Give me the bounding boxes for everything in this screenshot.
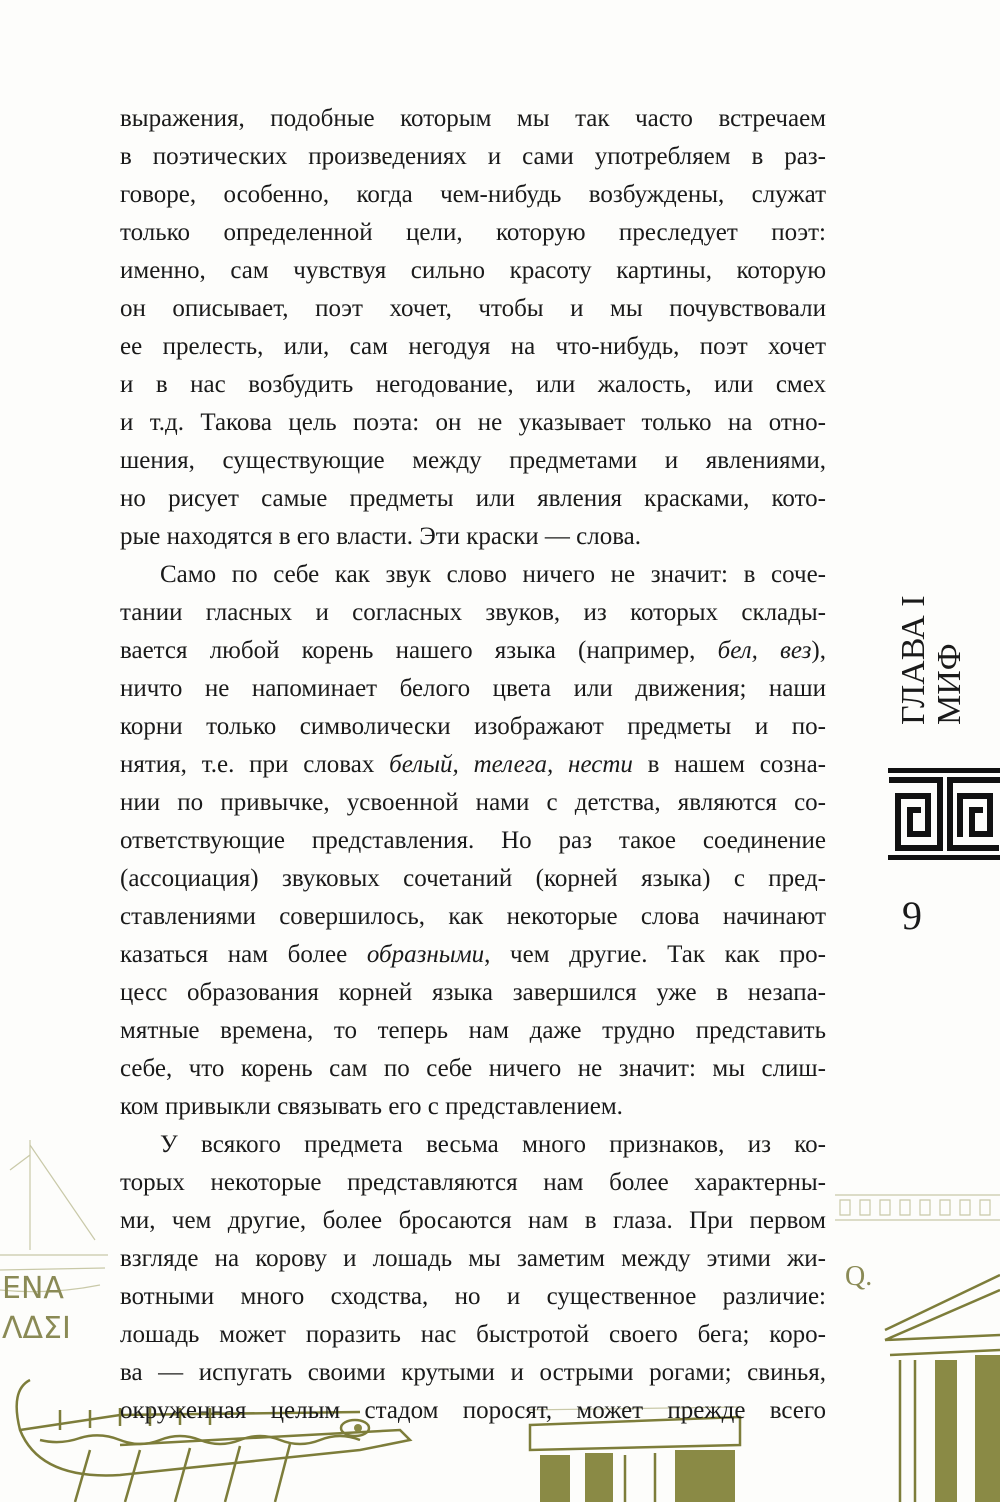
chapter-label: ГЛАВА I <box>895 595 932 725</box>
text-line: ми, чем другие, более бросаются нам в глаза. При первом <box>120 1207 826 1234</box>
body-text <box>120 100 826 1430</box>
text-segment: , чем другие. Так как про- <box>484 941 827 968</box>
text-line: и в нас возбудить негодование, или жалость, или смех <box>120 371 826 398</box>
text-line: в поэтических произведениях и сами употребляем в раз- <box>120 143 826 170</box>
text-line: корни только символически изображают предметы и по- <box>120 713 826 740</box>
text-line: ком привыкли связывать его с представлением. <box>120 1093 623 1120</box>
running-head <box>896 585 976 725</box>
engraved-letter: Q. <box>845 1261 873 1292</box>
text-line: ответствующие представления. Но раз такое соединение <box>120 827 826 854</box>
text-line: нии по привычке, усвоенной нами с детства, являются со- <box>120 789 826 816</box>
text-segment: ), <box>811 637 826 664</box>
text-line: именно, сам чувствуя сильно красоту картины, которую <box>120 257 826 284</box>
text-line: цесс образования корней языка завершился уже в незапа- <box>120 979 826 1006</box>
text-line: торых некоторые представляются нам более характерны- <box>120 1169 826 1196</box>
text-line: рые находятся в его власти. Эти краски — слова. <box>120 523 642 550</box>
text-line: (ассоциация) звуковых сочетаний (корней языка) с пред- <box>120 865 826 892</box>
text-segment: нятия, т.е. при словах <box>120 751 390 778</box>
text-line: говоре, особенно, когда чем-нибудь возбуждены, служат <box>120 181 826 208</box>
chapter-title: МИФ <box>931 643 968 725</box>
text-segment: казаться нам более <box>120 941 367 968</box>
text-line-with-italic <box>120 632 826 670</box>
text-segment: в нашем созна- <box>632 751 826 778</box>
text-line: выражения, подобные которым мы так часто встречаем <box>120 105 826 132</box>
text-line: ва — испугать своими крутыми и острыми рогами; свинья, <box>120 1359 826 1386</box>
text-segment: вается любой корень нашего языка (например, <box>120 637 718 664</box>
text-line: взгляде на корову и лошадь мы заметим между этими жи- <box>120 1245 826 1272</box>
text-line: он описывает, поэт хочет, чтобы и мы почувствовали <box>120 295 826 322</box>
text-line: ее прелесть, или, сам негодуя на что-нибудь, поэт хочет <box>120 333 826 360</box>
text-line: и т.д. Такова цель поэта: он не указывает только на отно- <box>120 409 826 436</box>
greek-inscription <box>0 1270 110 1350</box>
inscription-line-1: ENA <box>2 1271 64 1306</box>
paragraph-start-line: Само по себе как звук слово ничего не значит: в соче- <box>160 561 826 588</box>
text-line: лошадь может поразить нас быстротой своего бега; коро- <box>120 1321 826 1348</box>
text-line: ничто не напоминает белого цвета или движения; наши <box>120 675 826 702</box>
text-line: только определенной цели, которую преследует поэт: <box>120 219 826 246</box>
text-line: мятные времена, то теперь нам даже трудно представить <box>120 1017 826 1044</box>
page-number: 9 <box>902 893 922 938</box>
italic-term: образными <box>366 941 485 968</box>
text-line: но рисует самые предметы или явления красками, кото- <box>120 485 826 512</box>
text-line-with-italic <box>120 936 826 974</box>
text-line: себе, что корень сам по себе ничего не значит: мы слиш- <box>120 1055 826 1082</box>
text-line: шения, существующие между предметами и явлениями, <box>120 447 826 474</box>
text-line: окруженная целым стадом поросят, может прежде всего <box>120 1397 826 1424</box>
text-line: ставлениями совершилось, как некоторые слова начинают <box>120 903 826 930</box>
text-line-with-italic <box>120 746 826 784</box>
text-line: вотными много сходства, но и существенное различие: <box>120 1283 826 1310</box>
inscription-line-2: ΛΔΣΙ <box>2 1311 71 1346</box>
italic-term: белый, телега, нести <box>389 751 633 778</box>
italic-term: бел, вез <box>717 637 812 664</box>
paragraph-start-line: У всякого предмета весьма много признаков, из ко- <box>160 1131 826 1158</box>
text-line: тании гласных и согласных звуков, из которых склады- <box>120 599 826 626</box>
greek-key-ornament-icon <box>888 768 1000 860</box>
temple-facade-icon <box>835 1190 1000 1502</box>
